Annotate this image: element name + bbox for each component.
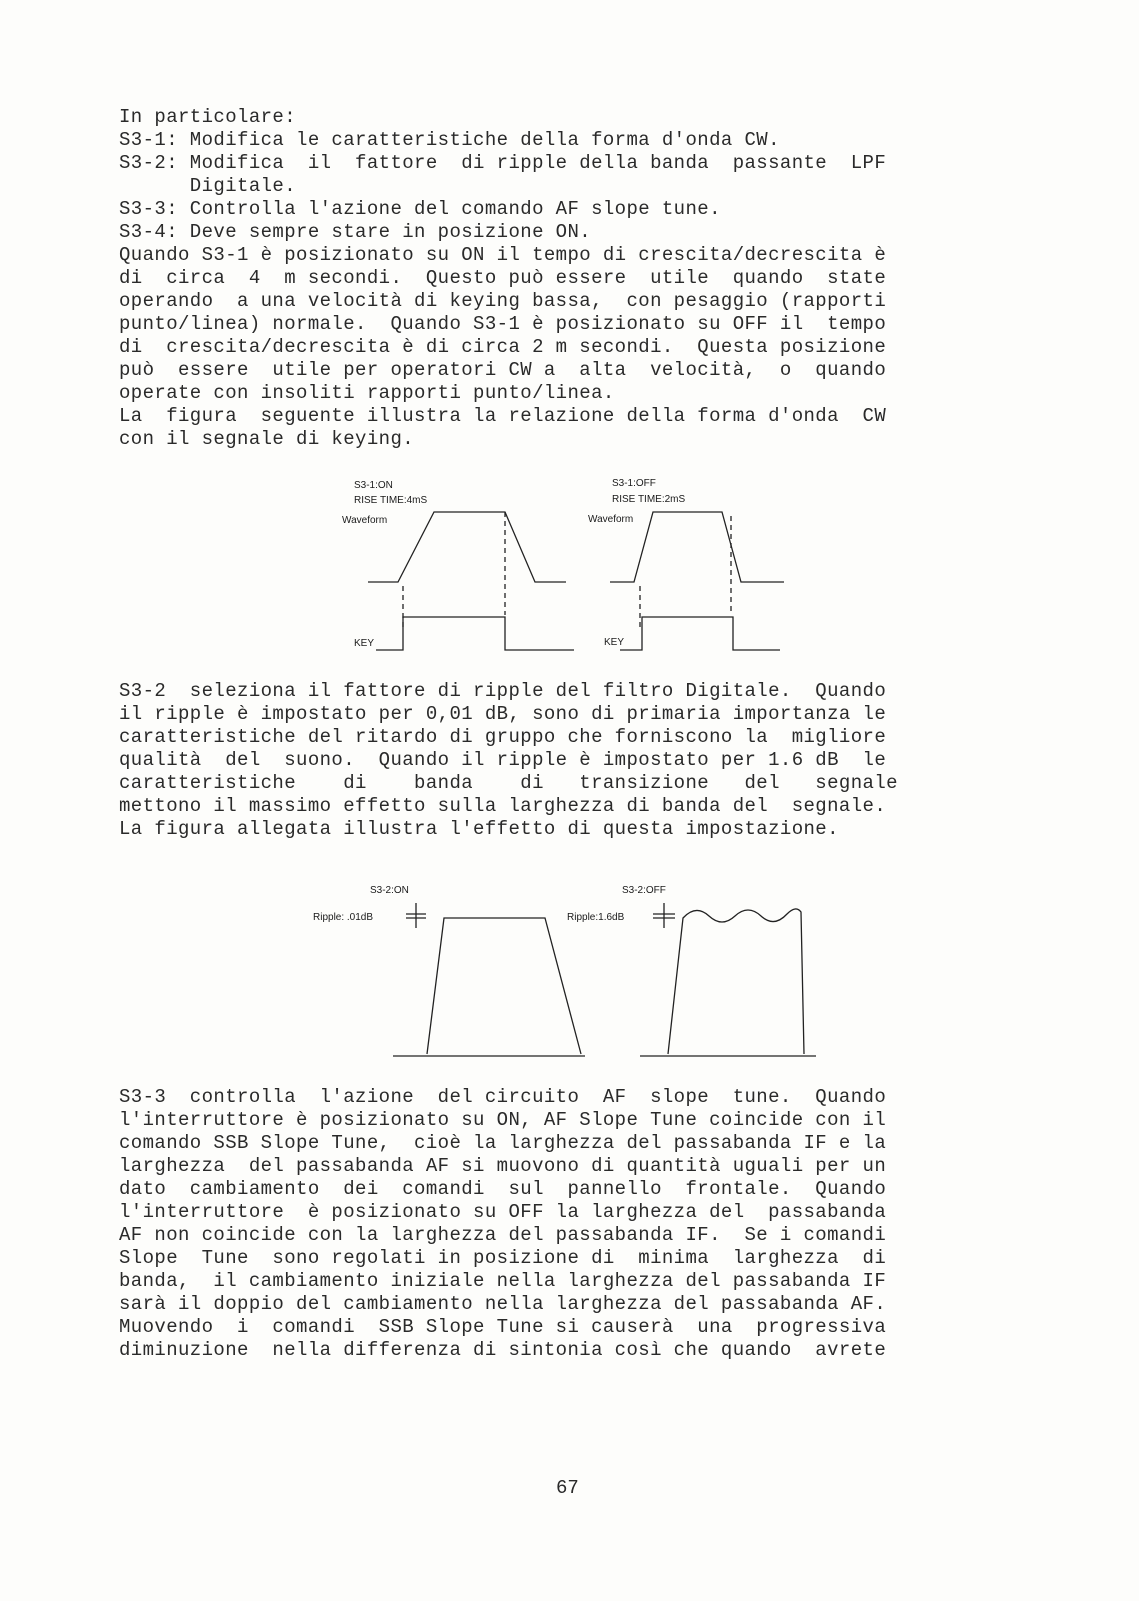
text-line: S3-4: Deve sempre stare in posizione ON. (119, 221, 592, 243)
text-line: dato cambiamento dei comandi sul pannello frontale. Quando (119, 1178, 887, 1200)
fig2-off-ripple-label: Ripple:1.6dB (567, 912, 625, 923)
text-line: La figura seguente illustra la relazione della forma d'onda CW (119, 405, 887, 427)
text-line: di crescita/decrescita è di circa 2 m secondi. Questa posizione (119, 336, 887, 358)
text-line: operando a una velocità di keying bassa, con pesaggio (rapporti (119, 290, 887, 312)
fig1-on-waveform-label: Waveform (342, 515, 388, 526)
text-line: l'interruttore è posizionato su ON, AF Slope Tune coincide con il (119, 1109, 887, 1131)
text-line: mettono il massimo effetto sulla larghezza di banda del segnale. (119, 795, 887, 817)
text-line: qualità del suono. Quando il ripple è impostato per 1.6 dB le (119, 749, 887, 771)
text-line: S3-2 seleziona il fattore di ripple del filtro Digitale. Quando (119, 680, 887, 702)
fig1-off-key-label: KEY (604, 637, 625, 648)
fig1-off-rise-time: RISE TIME:2mS (612, 494, 686, 505)
text-line: punto/linea) normale. Quando S3-1 è posizionato su OFF il tempo (119, 313, 887, 335)
text-line: In particolare: (119, 106, 297, 128)
text-line: AF non coincide con la larghezza del passabanda IF. Se i comandi (119, 1224, 887, 1246)
fig1-on-rise-time: RISE TIME:4mS (354, 495, 428, 506)
text-line: Quando S3-1 è posizionato su ON il tempo di crescita/decrescita è (119, 244, 887, 266)
text-line: larghezza del passabanda AF si muovono di quantità uguali per un (119, 1155, 887, 1177)
fig2-on-ripple-label: Ripple: .01dB (313, 912, 374, 923)
text-line: può essere utile per operatori CW a alta velocità, o quando (119, 359, 887, 381)
text-line: caratteristiche di banda di transizione del segnale (119, 772, 898, 794)
text-line: S3-2: Modifica il fattore di ripple della banda passante LPF (119, 152, 887, 174)
text-line: diminuzione nella differenza di sintonia così che quando avrete (119, 1339, 887, 1361)
text-line: Digitale. (119, 175, 297, 197)
page-number: 67 (556, 1477, 579, 1499)
filter-response-off (668, 909, 804, 1054)
text-line: banda, il cambiamento iniziale nella larghezza del passabanda IF (119, 1270, 887, 1292)
text-line: l'interruttore è posizionato su OFF la larghezza del passabanda (119, 1201, 887, 1223)
fig1-off-waveform-label: Waveform (588, 514, 634, 525)
text-line: con il segnale di keying. (119, 428, 415, 450)
text-line: sarà il doppio del cambiamento nella larghezza del passabanda AF. (119, 1293, 887, 1315)
text-line: Muovendo i comandi SSB Slope Tune si causerà una progressiva (119, 1316, 887, 1338)
text-line: di circa 4 m secondi. Questo può essere utile quando state (119, 267, 887, 289)
filter-response-on (427, 918, 581, 1054)
text-line: il ripple è impostato per 0,01 dB, sono di primaria importanza le (119, 703, 887, 725)
fig2-off-title: S3-2:OFF (622, 885, 666, 896)
text-line: La figura allegata illustra l'effetto di questa impostazione. (119, 818, 839, 840)
text-line: comando SSB Slope Tune, cioè la larghezza del passabanda IF e la (119, 1132, 887, 1154)
fig1-on-title: S3-1:ON (354, 480, 393, 491)
text-line: caratteristiche del ritardo di gruppo che forniscono la migliore (119, 726, 887, 748)
text-line: S3-3: Controlla l'azione del comando AF slope tune. (119, 198, 721, 220)
fig1-on-key-label: KEY (354, 638, 375, 649)
text-line: operate con insoliti rapporti punto/linea. (119, 382, 615, 404)
text-line: S3-3 controlla l'azione del circuito AF slope tune. Quando (119, 1086, 887, 1108)
fig2-on-title: S3-2:ON (370, 885, 409, 896)
text-line: Slope Tune sono regolati in posizione di minima larghezza di (119, 1247, 887, 1269)
text-line: S3-1: Modifica le caratteristiche della forma d'onda CW. (119, 129, 780, 151)
fig1-off-title: S3-1:OFF (612, 478, 656, 489)
